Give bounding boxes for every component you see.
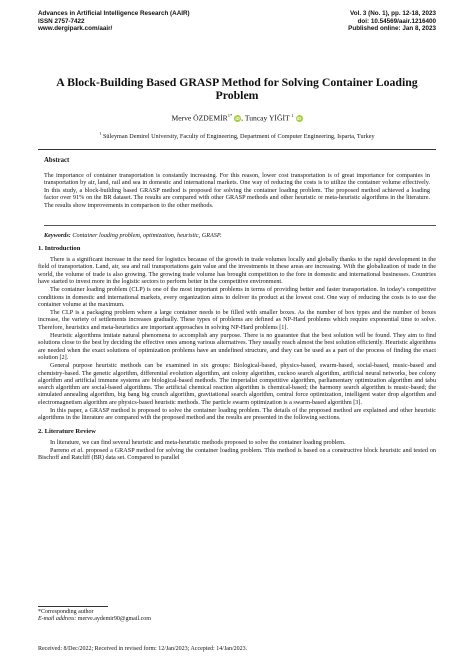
corresponding-author: *Corresponding author bbox=[38, 609, 94, 615]
published-date: Published online: Jan 8, 2023 bbox=[348, 25, 436, 33]
paper-title: A Block-Building Based GRASP Method for Solving Container Loading Problem bbox=[56, 74, 418, 103]
journal-header bbox=[38, 10, 436, 33]
affiliation-mark: 1 bbox=[99, 130, 102, 136]
paragraph: The container loading problem (CLP) is one of the most important problems in terms of providing better and faster transportation. In today’s competitive conditions in domestic and international markets, every organization aims to deliver its product at the lowest cost. One way of reducing the costs is to use the container volume at the maximum. bbox=[38, 286, 436, 308]
received-dates: Received: 8/Dec/2022; Received in revised form: 12/Jan/2023; Accepted: 14/Jan/2023. bbox=[38, 646, 248, 652]
orcid-icon[interactable]: iD bbox=[296, 116, 302, 122]
affiliation-text: Süleyman Demirel University, Faculty of Engineering, Department of Computer Engineering, Isparta, Turkey bbox=[102, 132, 375, 140]
journal-url[interactable]: www.dergipark.com/aair/ bbox=[38, 25, 113, 33]
paragraph: General purpose heuristic methods can be examined in six groups: Biological-based, physics-based, swarm-based, social-based, music-based and chemistry-based. The genetic algorithm, differential evolution algorithm, ant colony algorithm, cuckoo search algorithm, artificial neural networks, bee colony algorithm and artificial immune systems are biological-based methods. The imperialist competitive algorithm, parliamentary optimization algorithm and tabu search algorithm are social-based algorithms. The artificial chemical reaction algorithm is chemical-based; the harmony search algorithm is music-based; the simulated annealing algorithm, big bang big crunch algorithm, gravitational search algorithm, central force optimization, intelligent water drop algorithm and electromagnetism algorithm are physics-based heuristic methods. The particle swarm optimization is a swarm-based algorithm [3]. bbox=[38, 362, 436, 406]
issn: ISSN 2757-7422 bbox=[38, 17, 85, 25]
doi[interactable]: doi: 10.54569/aair.1216400 bbox=[357, 17, 436, 25]
author-affiliation-mark: 1* bbox=[227, 112, 233, 118]
text-run: proposed a GRASP method for solving the container loading problem. This method is based on a constructive block heuristic and tested on Bischoff and Ratcliff (BR) data set. Compared to parallel bbox=[38, 446, 436, 462]
email-line bbox=[38, 616, 436, 623]
email-label: E-mail address: bbox=[38, 616, 77, 623]
paragraph: The CLP is a packaging problem where a large container needs to be filled with smaller boxes. As the number of box types and the number of boxes increase, the variety of settlements increases gradually. These types of problems are defined as NP-Hard problems which require exponential time to solve. Therefore, heuristics and meta-heuristics are important approaches in solving NP-Hard problems [1]. bbox=[38, 309, 436, 331]
keywords bbox=[44, 225, 436, 239]
author-name: Merve ÖZDEMİR bbox=[171, 113, 228, 123]
keywords-label: Keywords: bbox=[44, 232, 71, 240]
abstract-heading: Abstract bbox=[44, 156, 70, 164]
author-list: Merve $ÖZDEMİR^{1*}$ iD, Tuncay YİĞİT $^1$ iD bbox=[171, 112, 302, 123]
paragraph bbox=[38, 447, 436, 462]
volume-info: Vol. 3 (No. 1), pp. 12-18, 2023 bbox=[350, 10, 436, 17]
paragraph: In this paper, a GRASP method is proposed to solve the container loading problem. The details of the proposed method are explained and other heuristic algorithms in the literature are compared with the proposed method and the results are presented in the following sections. bbox=[38, 407, 436, 422]
section-heading-literature-review: 2. Literature Review bbox=[38, 427, 96, 435]
paragraph: Heuristic algorithms imitate natural phenomena to accomplish any purpose. There is no guarantee that the best solution will be found. They aim to find solutions close to the best by deciding the effective ones among various alternatives. They usually reach almost the best solution efficiently. Heuristic algorithms are needed when the exact solutions of optimization problems have an undefined structure, and they can be used as a part of the process of finding the exact solution [2]. bbox=[38, 332, 436, 361]
paragraph: In literature, we can find several heuristic and meta-heuristic methods proposed to solve the container loading problem. bbox=[50, 438, 346, 446]
author-affiliation-mark: 1 bbox=[291, 112, 294, 118]
section-heading-introduction: 1. Introduction bbox=[38, 245, 81, 253]
text-run-italic: et al. bbox=[71, 446, 84, 454]
journal-name: Advances in Artificial Intelligence Research (AAIR) bbox=[38, 10, 190, 17]
email-address[interactable]: merve.aydemir90@gmail.com bbox=[77, 616, 151, 623]
abstract-text: The importance of container transportation is constantly increasing. For this reason, lower cost transportation is of great importance for companies in transportation by air, land, rail and sea in domestic and international markets. One way of reducing the costs is to utilize the container volume effectively. In this study, a block-building based GRASP method is proposed for solving the container loading problem. The proposed method achieved a loading factor over 91% on the BR dataset. The results are compared with other GRASP methods and other heuristic or meta-heuristic algorithms in the literature. The results show improvements in comparison to the other methods. bbox=[44, 171, 430, 209]
author-name: Tuncay YİĞİT bbox=[244, 113, 290, 123]
abstract-box bbox=[38, 149, 436, 216]
keywords-text: Container loading problem, optimization, heuristic, GRASP. bbox=[72, 232, 222, 240]
header-left bbox=[38, 10, 190, 33]
orcid-icon[interactable]: iD bbox=[235, 116, 240, 122]
affiliation bbox=[38, 131, 436, 140]
paragraph: There is a significant increase in the need for logistics because of the growth in trade volumes locally and globally thanks to the rapid development in the field of transportation. Land, air, sea and rail transportations gain value and the investments in these areas are increasing. With the globalization of trade in the world, the volume of trade is also growing. The growing trade volume has brought competition to the fore in domestic and international businesses. Countries have started to invest more in the logistic sectors to perform better in the competitive environment. bbox=[38, 256, 436, 285]
footnote-rule bbox=[38, 606, 108, 607]
footnote bbox=[38, 606, 436, 623]
header-right bbox=[348, 10, 436, 33]
text-run: Parreno bbox=[50, 446, 72, 454]
